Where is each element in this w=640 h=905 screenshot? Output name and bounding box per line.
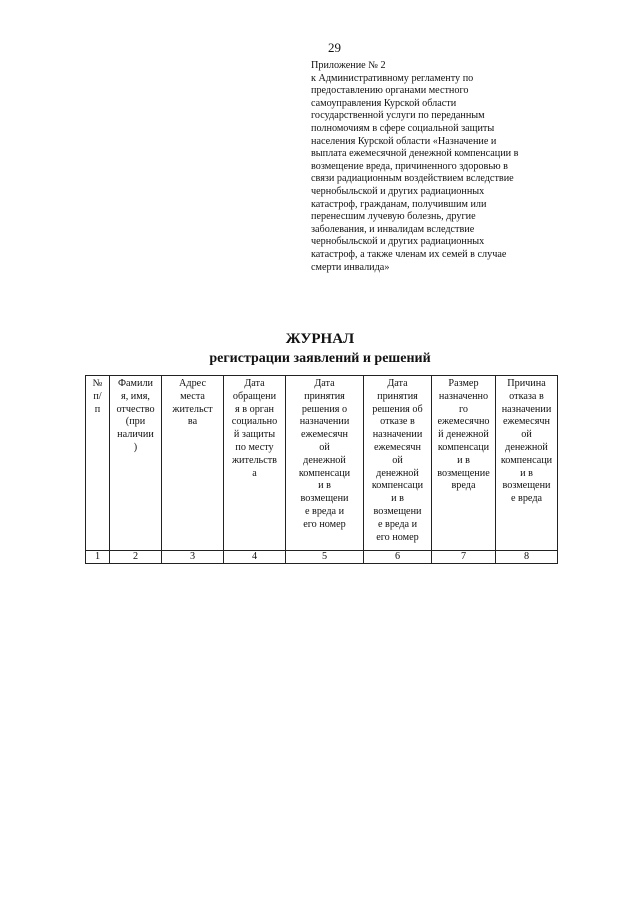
column-header-line: назначенно [438, 390, 489, 402]
appendix-line: выплата ежемесячной денежной компенсации в [311, 148, 519, 160]
column-header-line: ежемесячн [301, 429, 348, 441]
column-header-line: Размер [448, 378, 479, 389]
column-header [432, 376, 496, 551]
column-header-line: Причина [507, 378, 546, 389]
appendix-line: катастроф, а также членам их семей в случае [311, 248, 507, 260]
appendix-line: самоуправления Курской области [311, 97, 457, 109]
column-header [110, 376, 162, 551]
column-header-line: по месту [235, 441, 274, 453]
column-number: 3 [162, 551, 224, 564]
column-header-line: п/ [93, 390, 102, 402]
column-header-line: жительств [232, 454, 277, 466]
appendix-line: Приложение № 2 [311, 60, 386, 71]
column-header-line: ой [521, 429, 532, 441]
appendix-line: заболевания, и инвалидам вследствие [311, 223, 475, 235]
column-header-line: денежной [303, 454, 346, 466]
appendix-line: к Административному регламенту по [311, 72, 474, 84]
column-header-line: (при [125, 416, 146, 428]
column-header-line: я в орган [235, 403, 274, 415]
column-number: 8 [496, 551, 558, 564]
column-header-line: решения о [301, 403, 348, 415]
column-header [224, 376, 286, 551]
column-header-line: ой [392, 454, 403, 466]
column-number: 2 [110, 551, 162, 564]
appendix-line: возмещение вреда, причиненного здоровью в [311, 160, 508, 172]
column-header-line: я, имя, [121, 390, 150, 402]
column-header-line: й защиты [233, 429, 276, 441]
column-header-line: Дата [387, 378, 408, 389]
column-header-line: и в [520, 467, 533, 479]
appendix-line: смерти инвалида» [311, 261, 390, 273]
column-number: 7 [432, 551, 496, 564]
appendix-block [311, 60, 581, 274]
column-header-line: Адрес [179, 378, 206, 389]
column-header [86, 376, 110, 551]
column-header-line: а [252, 467, 257, 479]
column-header-line: отказе в [380, 416, 415, 428]
column-header-line: места [180, 390, 205, 402]
column-header-line: ) [133, 441, 138, 453]
column-header-line: е вреда [510, 493, 543, 505]
journal-title: ЖУРНАЛ [285, 331, 355, 347]
appendix-line: чернобыльской и других радиационных [311, 185, 485, 197]
column-header-line: и в [457, 454, 470, 466]
column-header-line: денежной [505, 441, 548, 453]
column-number: 4 [224, 551, 286, 564]
column-header [162, 376, 224, 551]
column-header-line: й денежной [438, 429, 489, 441]
column-header-line: № [92, 378, 103, 389]
column-header-line: ежемесячно [437, 416, 490, 428]
column-header-line: ежемесячн [503, 416, 550, 428]
column-header-line: его номер [303, 518, 346, 530]
column-header-line: и в [318, 480, 331, 492]
column-header-line: его номер [376, 531, 419, 543]
column-header-line: денежной [376, 467, 419, 479]
column-header-line: Дата [244, 378, 265, 389]
page-number: 29 [328, 40, 341, 55]
column-header-line: отказа в [509, 390, 544, 402]
column-header-line: назначении [299, 416, 350, 428]
journal-subtitle: регистрации заявлений и решений [209, 351, 431, 366]
column-number: 6 [364, 551, 432, 564]
column-header-line: наличии [117, 429, 154, 441]
column-header-line: возмещени [300, 493, 349, 505]
column-header-line: принятия [304, 390, 345, 402]
column-header-line: обращени [232, 390, 277, 402]
column-header-line: е вреда и [304, 505, 345, 517]
appendix-line: катастроф, гражданам, получившим или [311, 198, 487, 210]
column-header-line: решения об [372, 403, 423, 415]
appendix-line: населения Курской области «Назначение и [311, 135, 497, 147]
column-header-line: возмещени [373, 505, 422, 517]
journal-heading [0, 330, 640, 368]
column-header-line: го [458, 403, 469, 415]
column-header-line: социально [231, 416, 278, 428]
column-header-line: и в [391, 493, 404, 505]
column-header-line: назначении [372, 429, 423, 441]
appendix-line: предоставлению органами местного [311, 85, 469, 97]
column-header-line: компенсаци [437, 441, 490, 453]
column-header [496, 376, 558, 551]
appendix-line: полномочиям в сфере социальной защиты [311, 122, 495, 134]
column-header [364, 376, 432, 551]
journal-table [85, 375, 558, 564]
table-header-row [86, 376, 558, 551]
column-header-line: п [94, 403, 101, 415]
column-header-line: Фамили [117, 378, 153, 389]
column-header-line: компенсаци [371, 480, 424, 492]
column-header-line: вреда [451, 480, 476, 492]
column-header-line: ва [187, 416, 198, 428]
table-number-row [86, 551, 558, 564]
column-header-line: отчество [116, 403, 155, 415]
appendix-line: перенесшим лучевую болезнь, другие [311, 211, 476, 223]
column-header-line: жительст [172, 403, 213, 415]
column-header-line: возмещени [502, 480, 551, 492]
column-number: 1 [86, 551, 110, 564]
column-header-line: компенсаци [500, 454, 553, 466]
column-header-line: назначении [501, 403, 552, 415]
column-header-line: ой [319, 441, 330, 453]
column-header [286, 376, 364, 551]
appendix-line: связи радиационным воздействием вследствие [311, 173, 514, 185]
appendix-line: государственной услуги по переданным [311, 110, 485, 122]
column-header-line: возмещение [437, 467, 490, 479]
column-header-line: Дата [314, 378, 335, 389]
column-header-line: е вреда и [377, 518, 418, 530]
column-header-line: компенсаци [298, 467, 351, 479]
column-number: 5 [286, 551, 364, 564]
appendix-line: чернобыльской и других радиационных [311, 236, 485, 248]
column-header-line: ежемесячн [374, 441, 421, 453]
column-header-line: принятия [377, 390, 418, 402]
